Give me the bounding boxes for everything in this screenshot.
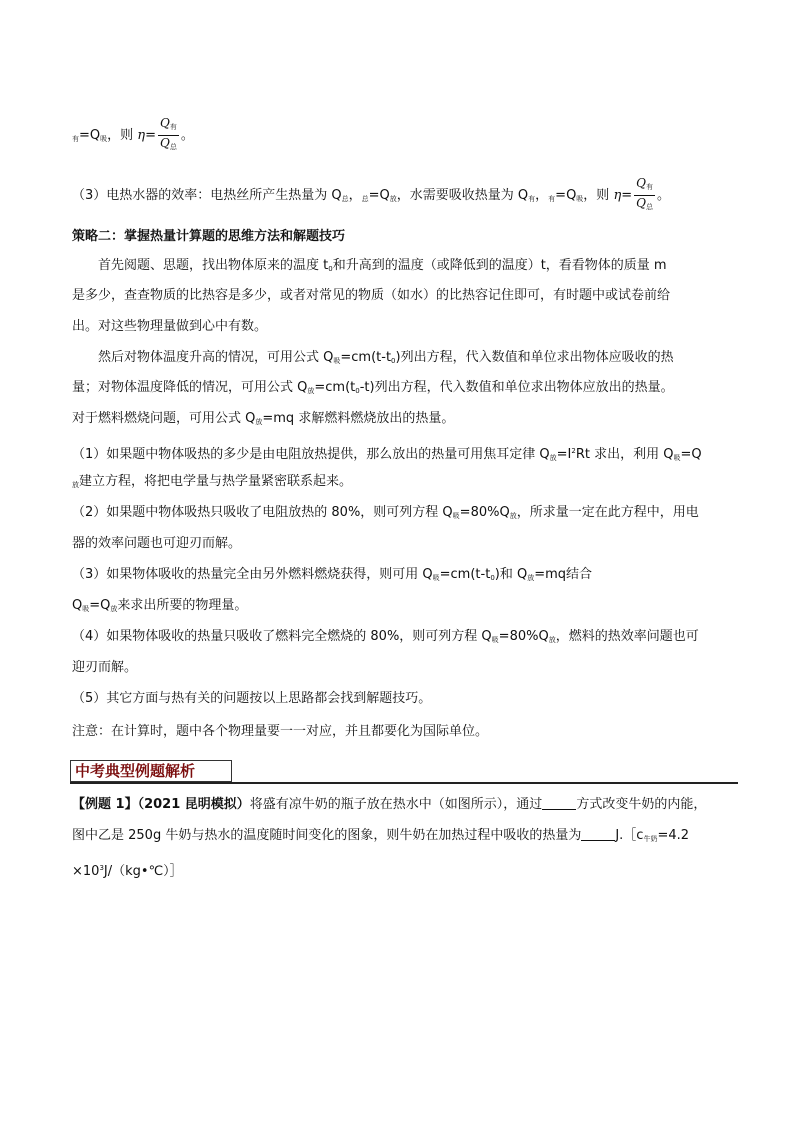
paragraph-2-line-2: 量；对物体温度降低的情况，可用公式 $Q_放=cm(t_0-t)$列出方程，代入数值和单位求出物体应放出的热量。 [72, 380, 674, 395]
paragraph-2-line-3: 对于燃料燃烧问题，可用公式 $Q_放=mq$ 求解燃料燃烧放出的热量。 [72, 411, 455, 426]
paragraph-1-line-2: 是多少，查查物质的比热容是多少，或者对常见的物质（如水）的比热容记住即可，有时题中或试卷前给 [72, 288, 671, 303]
section-heading: 中考典型例题解析 [75, 762, 196, 780]
example-1-tag: 【例题 1】 [72, 797, 138, 812]
efficiency-fraction: $\frac{Q_有}{Q_总}$ [159, 116, 177, 151]
tip-4-line-1: （4）如果物体吸收的热量只吸收了燃料完全燃烧的 80%，则可列方程 $Q_吸=80\%Q_放$，燃料的热效率问题也可 [72, 629, 699, 644]
paragraph-1-line-3: 出。对这些物理量做到心中有数。 [72, 319, 268, 334]
strategy-two-title: 策略二：掌握热量计算题的思维方法和解题技巧 [72, 229, 346, 244]
tip-3-line-2: $Q_吸=Q_放$来求出所要的物理量。 [72, 598, 248, 613]
paragraph-1-line-1: 首先阅题、思题，找出物体原来的温度 $t_0$和升高到的温度（或降低到的温度）t，看看物体的质量 m [98, 258, 667, 273]
example-1-source: （2021 昆明模拟） [137, 797, 250, 812]
tip-5-line: （5）其它方面与热有关的问题按以上思路都会找到解题技巧。 [72, 691, 432, 706]
tip-2-line-2: 器的效率问题也可迎刃而解。 [72, 536, 242, 551]
heater-efficiency-line: （3）电热水器的效率：电热丝所产生热量为 $Q_总$，$_总=Q_放$，水需要吸收热量为 $Q_有$，$_有=Q_吸$，则 η= $\frac{Q_有}{Q_总}$ 。 [72, 176, 670, 215]
section-divider [70, 782, 738, 784]
answer-blank-1[interactable] [542, 797, 576, 810]
efficiency-formula-line: $_有=Q_吸$，则 η= $\frac{Q_有}{Q_总}$ 。 [72, 116, 194, 155]
tip-2-line-1: （2）如果题中物体吸热只吸收了电阻放热的 80%，则可列方程 $Q_吸=80\%Q_放$，所求量一定在此方程中，用电 [72, 505, 699, 520]
tip-1-line-2: $_放$建立方程，将把电学量与热学量紧密联系起来。 [72, 474, 353, 489]
section-heading-box [70, 760, 232, 782]
tip-3-line-1: （3）如果物体吸收的热量完全由另外燃料燃烧获得，则可用 $Q_吸=cm(t-t_0)$和 $Q_放=mq$结合 [72, 567, 593, 582]
answer-blank-2[interactable] [581, 828, 615, 841]
example-1-line-3: $\times 10^3J/(kg•℃)]$ [72, 864, 183, 879]
paragraph-2-line-1: 然后对物体温度升高的情况，可用公式 $Q_吸=cm(t-t_0)$列出方程，代入数值和单位求出物体应吸收的热 [98, 350, 674, 365]
note-line: 注意：在计算时，题中各个物理量要一一对应，并且都要化为国际单位。 [72, 724, 489, 739]
example-1-line-1: 【例题 1】（2021 昆明模拟）将盛有凉牛奶的瓶子放在热水中（如图所示），通过 方式改变牛奶的内能， [72, 797, 707, 812]
tip-1-line-1: （1）如果题中物体吸热的多少是由电阻放热提供，那么放出的热量可用焦耳定律 $Q_放=I^2Rt$ 求出，利用 $Q_吸=Q$ [72, 447, 702, 462]
heater-efficiency-fraction: $\frac{Q_有}{Q_总}$ [636, 176, 653, 211]
tip-4-line-2: 迎刃而解。 [72, 660, 138, 675]
example-1-line-2: 图中乙是 250g 牛奶与热水的温度随时间变化的图象，则牛奶在加热过程中吸收的热量为 $J.[c_{牛奶}=4.2$ [72, 828, 690, 843]
